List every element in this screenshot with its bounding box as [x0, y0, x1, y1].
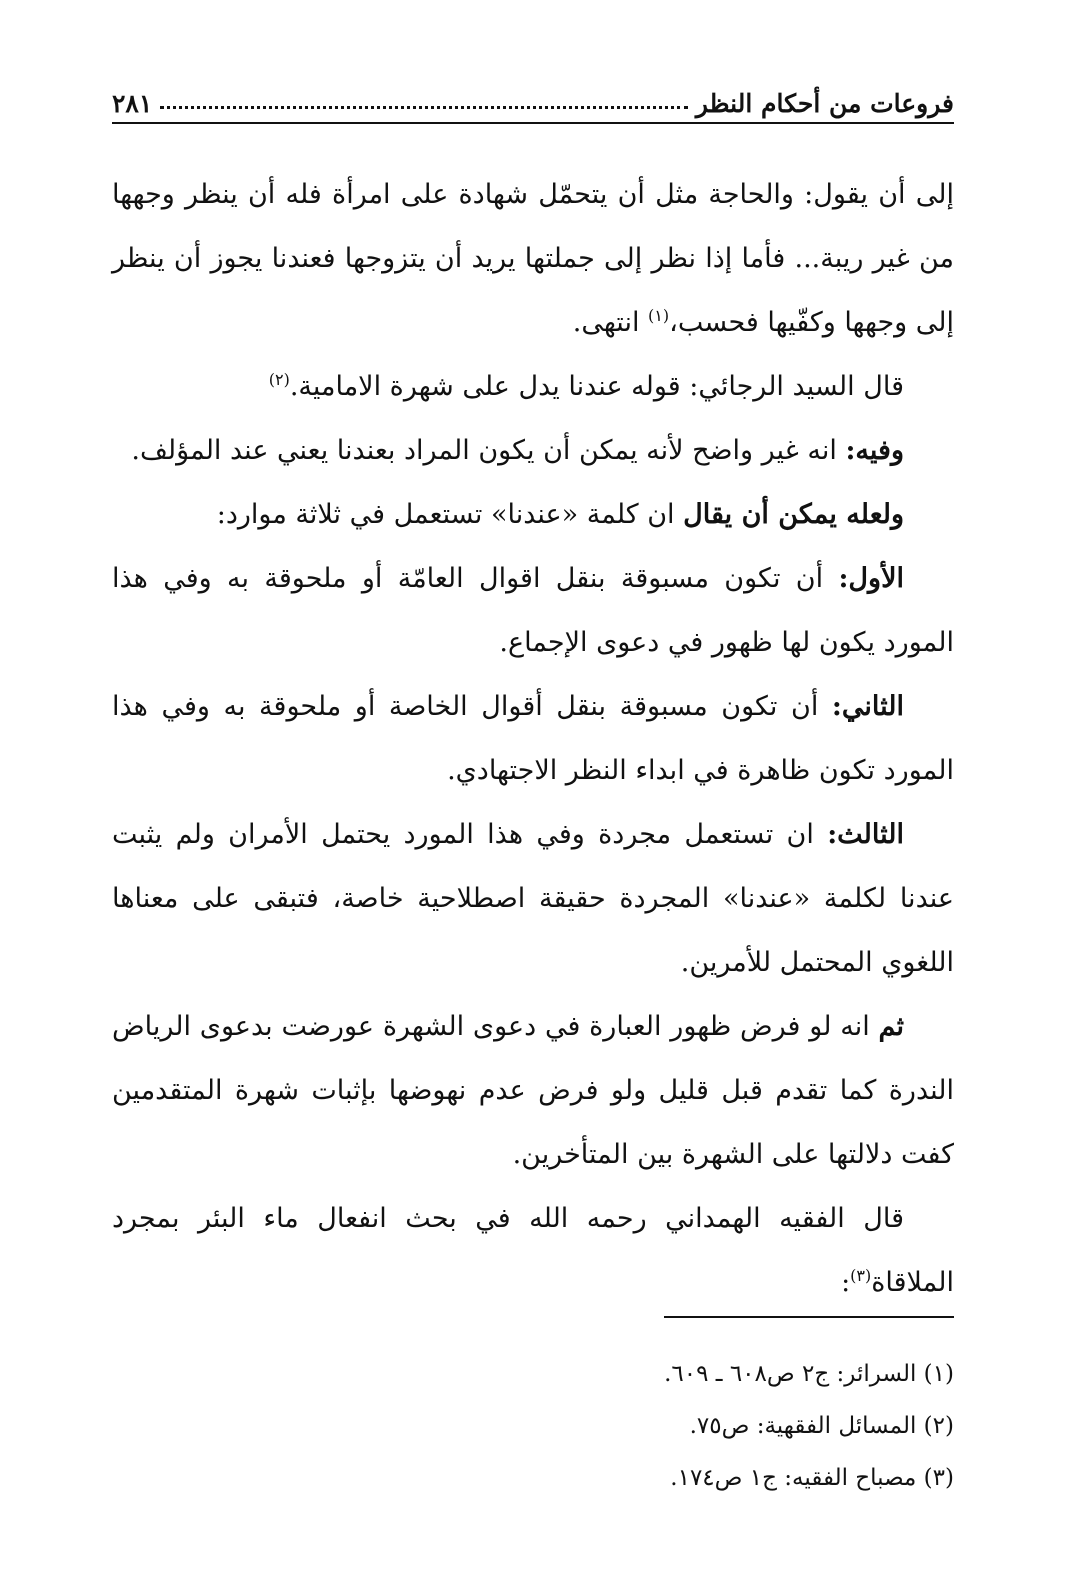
- paragraph-2: [112, 355, 954, 419]
- header-dot-leader: [160, 106, 688, 109]
- footnote-ref-1: (١): [648, 306, 670, 325]
- paragraph-3-text: انه غير واضح لأنه يمكن أن يكون المراد بعندنا يعني عند المؤلف.: [131, 435, 846, 466]
- footnote-ref-3: (٣): [850, 1266, 872, 1285]
- paragraph-1-end: انتهى.: [572, 307, 649, 338]
- paragraph-8: [112, 995, 954, 1187]
- footnote-3: (٣) مصباح الفقيه: ج١ ص١٧٤.: [670, 1465, 954, 1491]
- paragraph-7-lead: الثالث:: [827, 819, 904, 850]
- running-title: فروعات من أحكام النظر: [695, 89, 954, 118]
- paragraph-9-text: قال الفقيه الهمداني رحمه الله في بحث انفعال ماء البئر بمجرد الملاقاة: [112, 1203, 954, 1298]
- footnote-2: (٢) المسائل الفقهية: ص٧٥.: [689, 1413, 954, 1439]
- paragraph-1: [112, 163, 954, 355]
- paragraph-3-lead: وفيه:: [845, 435, 904, 466]
- paragraph-4: [112, 483, 954, 547]
- paragraph-9-end: :: [841, 1267, 851, 1298]
- paragraph-5-text: أن تكون مسبوقة بنقل اقوال العامّة أو ملحوقة به وفي هذا المورد يكون لها ظهور في دعوى الإجماع.: [112, 563, 954, 658]
- paragraph-4-lead: ولعله يمكن أن يقال: [683, 499, 904, 530]
- paragraph-7-text: ان تستعمل مجردة وفي هذا المورد يحتمل الأمران ولم يثبت عندنا لكلمة «عندنا» المجردة حقيقة اصطلاحية خاصة، فتبقى على معناها اللغوي المحتمل للأمرين.: [112, 819, 954, 978]
- running-header: [112, 78, 954, 118]
- paragraph-3: [112, 419, 954, 483]
- paragraph-5: [112, 547, 954, 675]
- footnote-separator: [664, 1316, 954, 1318]
- paragraph-5-lead: الأول:: [838, 563, 904, 594]
- header-rule: [112, 122, 954, 124]
- paragraph-7: [112, 803, 954, 995]
- footnote-ref-2: (٢): [268, 370, 290, 389]
- paragraph-6: [112, 675, 954, 803]
- paragraph-4-text: ان كلمة «عندنا» تستعمل في ثلاثة موارد:: [216, 499, 684, 530]
- paragraph-1-text: إلى أن يقول: والحاجة مثل أن يتحمّل شهادة على امرأة فله أن ينظر وجهها من غير ريبة... فأما إذا نظر إلى جملتها يريد أن يتزوجها فعندنا يجوز أن ينظر إلى وجهها وكفّيها فحسب،: [112, 179, 954, 338]
- footnotes: [112, 1348, 954, 1504]
- paragraph-8-text: انه لو فرض ظهور العبارة في دعوى الشهرة عورضت بدعوى الرياض الندرة كما تقدم قبل قليل ولو فرض عدم نهوضها بإثبات شهرة المتقدمين كفت دلالتها على الشهرة بين المتأخرين.: [112, 1011, 954, 1170]
- main-text: [112, 163, 954, 1315]
- paragraph-6-text: أن تكون مسبوقة بنقل أقوال الخاصة أو ملحوقة به وفي هذا المورد تكون ظاهرة في ابداء النظر الاجتهادي.: [112, 691, 954, 786]
- page-number: ٢٨١: [112, 89, 153, 118]
- paragraph-6-lead: الثاني:: [831, 691, 904, 722]
- paragraph-9: [112, 1187, 954, 1315]
- paragraph-8-lead: ثم: [878, 1011, 904, 1042]
- footnote-1: (١) السرائر: ج٢ ص٦٠٨ ـ ٦٠٩.: [664, 1361, 954, 1387]
- paragraph-2-text: قال السيد الرجائي: قوله عندنا يدل على شهرة الامامية.: [289, 371, 904, 402]
